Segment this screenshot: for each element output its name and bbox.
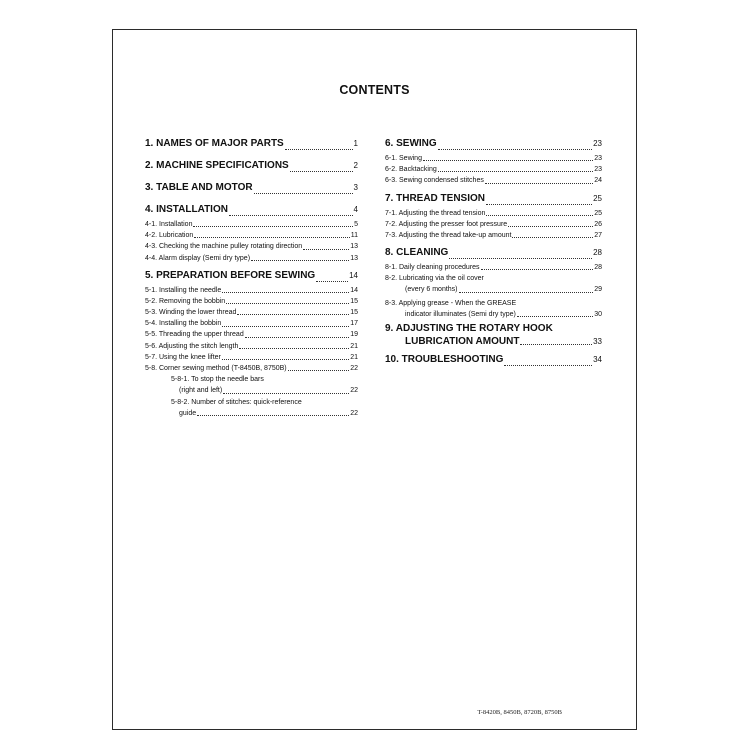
leader-dots — [517, 316, 593, 317]
toc-page: 11 — [350, 232, 358, 240]
leader-dots — [251, 260, 349, 261]
leader-dots — [438, 149, 592, 150]
toc-subsubsection-continued[interactable] — [145, 385, 358, 396]
toc-label: 5-7. Using the knee lifter — [145, 353, 221, 361]
toc-page: 27 — [594, 231, 602, 239]
toc-subsection[interactable] — [145, 352, 358, 363]
toc-label: (right and left) — [179, 387, 223, 395]
toc-label: 8-3. Applying grease - When the GREASE — [385, 299, 517, 307]
toc-label: 4. INSTALLATION — [145, 204, 228, 215]
toc-section-7[interactable] — [385, 190, 602, 208]
toc-subsection[interactable] — [145, 307, 358, 318]
toc-label: 6-3. Sewing condensed stitches — [385, 177, 484, 185]
toc-label: (every 6 months) — [405, 286, 458, 294]
toc-subsection[interactable] — [145, 363, 358, 374]
toc-section-8[interactable] — [385, 244, 602, 262]
leader-dots — [229, 215, 353, 216]
toc-page: 14 — [349, 270, 358, 280]
toc-label: 7-2. Adjusting the presser foot pressure — [385, 220, 508, 228]
leader-dots — [486, 215, 593, 216]
toc-left-column — [145, 135, 358, 419]
toc-page: 19 — [350, 331, 358, 339]
toc-label: 1. NAMES OF MAJOR PARTS — [145, 138, 284, 149]
toc-subsection[interactable] — [145, 318, 358, 329]
toc-page: 21 — [350, 353, 358, 361]
toc-page: 23 — [594, 154, 602, 162]
leader-dots — [254, 193, 353, 194]
toc-label: 4-1. Installation — [145, 220, 193, 228]
toc-label: 5. PREPARATION BEFORE SEWING — [145, 269, 316, 281]
toc-label: 4-4. Alarm display (Semi dry type) — [145, 254, 251, 262]
toc-page: 14 — [350, 286, 358, 294]
toc-label: 8-1. Daily cleaning procedures — [385, 264, 480, 272]
toc-page: 17 — [350, 320, 358, 328]
toc-page: 25 — [594, 209, 602, 217]
leader-dots — [222, 326, 349, 327]
toc-label: 3. TABLE AND MOTOR — [145, 182, 253, 193]
leader-dots — [481, 269, 594, 270]
toc-subsection[interactable] — [385, 230, 602, 241]
toc-page: 13 — [350, 254, 358, 262]
toc-section-5[interactable] — [145, 267, 358, 285]
toc-subsection[interactable] — [385, 164, 602, 175]
leader-dots — [316, 281, 348, 282]
toc-subsection[interactable] — [145, 330, 358, 341]
toc-subsection[interactable] — [385, 262, 602, 273]
leader-dots — [485, 183, 593, 184]
toc-subsection[interactable] — [145, 296, 358, 307]
toc-page: 33 — [593, 337, 602, 347]
leader-dots — [194, 237, 349, 238]
toc-label: 7-3. Adjusting the thread take-up amount — [385, 231, 512, 239]
toc-subsection[interactable] — [145, 241, 358, 252]
leader-dots — [285, 149, 353, 150]
leader-dots — [193, 226, 353, 227]
document-page — [112, 29, 637, 730]
toc-page: 24 — [594, 177, 602, 185]
contents-title: CONTENTS — [339, 83, 410, 97]
leader-dots — [508, 226, 593, 227]
leader-dots — [239, 348, 349, 349]
toc-page: 15 — [350, 309, 358, 317]
toc-subsection[interactable] — [145, 219, 358, 230]
toc-label: 8-2. Lubricating via the oil cover — [385, 275, 484, 283]
toc-section-4[interactable] — [145, 201, 358, 219]
toc-page: 13 — [350, 243, 358, 251]
toc-label: 6. SEWING — [385, 138, 437, 149]
toc-section-6[interactable] — [385, 135, 602, 153]
toc-label: 5-8-2. Number of stitches: quick-reference — [171, 398, 302, 406]
leader-dots — [222, 292, 349, 293]
toc-label: 9. ADJUSTING THE ROTARY HOOK — [385, 323, 553, 335]
toc-page: 30 — [594, 310, 602, 318]
toc-section-9[interactable] — [385, 322, 602, 335]
toc-label: 10. TROUBLESHOOTING — [385, 354, 504, 366]
leader-dots — [222, 359, 349, 360]
toc-subsection[interactable] — [145, 253, 358, 264]
leader-dots — [237, 314, 349, 315]
toc-label: 7. THREAD TENSION — [385, 192, 486, 204]
toc-label: 4-3. Checking the machine pulley rotating direction — [145, 243, 303, 251]
toc-label: 5-1. Installing the needle — [145, 286, 222, 294]
toc-subsection[interactable] — [385, 273, 602, 284]
toc-subsubsection-continued[interactable] — [145, 408, 358, 419]
toc-label: LUBRICATION AMOUNT — [405, 336, 520, 348]
leader-dots — [223, 393, 349, 394]
toc-page: 34 — [593, 355, 602, 365]
leader-dots — [486, 204, 592, 205]
toc-page: 3 — [353, 183, 358, 192]
toc-label: 5-6. Adjusting the stitch length — [145, 342, 239, 350]
leader-dots — [520, 344, 592, 345]
toc-page: 1 — [353, 139, 358, 148]
leader-dots — [512, 237, 593, 238]
toc-page: 4 — [353, 205, 358, 214]
leader-dots — [438, 171, 593, 172]
toc-subsubsection[interactable] — [145, 374, 358, 385]
leader-dots — [290, 171, 353, 172]
toc-label: 5-2. Removing the bobbin — [145, 297, 226, 305]
toc-label: 2. MACHINE SPECIFICATIONS — [145, 160, 289, 171]
leader-dots — [303, 249, 349, 250]
toc-right-column — [385, 135, 602, 369]
leader-dots — [459, 292, 594, 293]
toc-section-3[interactable] — [145, 179, 358, 197]
toc-page: 21 — [350, 342, 358, 350]
toc-page: 28 — [594, 264, 602, 272]
toc-subsection[interactable] — [385, 175, 602, 186]
leader-dots — [504, 365, 592, 366]
toc-subsection[interactable] — [385, 153, 602, 164]
toc-subsection-continued[interactable] — [385, 309, 602, 320]
toc-page: 25 — [593, 193, 602, 203]
toc-label: 7-1. Adjusting the thread tension — [385, 209, 486, 217]
leader-dots — [245, 337, 349, 338]
leader-dots — [288, 370, 350, 371]
toc-label: 6-2. Backtacking — [385, 166, 437, 174]
toc-label: 5-4. Installing the bobbin — [145, 320, 222, 328]
toc-label: 8. CLEANING — [385, 247, 449, 259]
toc-page: 29 — [594, 286, 602, 294]
toc-page: 28 — [593, 248, 602, 258]
toc-label: 4-2. Lubrication — [145, 232, 194, 240]
leader-dots — [449, 258, 592, 259]
toc-section-10[interactable] — [385, 351, 602, 369]
toc-label: 5-5. Threading the upper thread — [145, 331, 244, 339]
toc-page: 23 — [594, 166, 602, 174]
toc-label: 5-8-1. To stop the needle bars — [171, 376, 264, 384]
leader-dots — [226, 303, 349, 304]
toc-page: 15 — [350, 297, 358, 305]
model-footer: T-8420B, 8450B, 8720B, 8750B — [477, 709, 562, 716]
toc-page: 22 — [350, 409, 358, 417]
toc-label: 5-8. Corner sewing method (T-8450B, 8750B) — [145, 365, 287, 373]
toc-label: guide — [179, 409, 197, 417]
toc-label: indicator illuminates (Semi dry type) — [405, 310, 516, 318]
toc-page: 2 — [353, 161, 358, 170]
toc-section-9-continued[interactable] — [385, 335, 602, 348]
toc-subsection[interactable] — [385, 219, 602, 230]
toc-section-2[interactable] — [145, 157, 358, 175]
toc-section-1[interactable] — [145, 135, 358, 153]
toc-page: 22 — [350, 365, 358, 373]
toc-subsection[interactable] — [145, 285, 358, 296]
toc-subsubsection[interactable] — [145, 397, 358, 408]
toc-subsection[interactable] — [385, 208, 602, 219]
toc-page: 23 — [593, 139, 602, 148]
toc-subsection[interactable] — [145, 341, 358, 352]
toc-label: 6-1. Sewing — [385, 154, 422, 162]
toc-subsection[interactable] — [385, 298, 602, 309]
toc-subsection[interactable] — [145, 230, 358, 241]
leader-dots — [423, 160, 593, 161]
toc-page: 5 — [354, 220, 358, 228]
toc-page: 26 — [594, 220, 602, 228]
toc-page: 22 — [350, 387, 358, 395]
toc-subsection-continued[interactable] — [385, 285, 602, 296]
leader-dots — [197, 415, 349, 416]
toc-label: 5-3. Winding the lower thread — [145, 309, 237, 317]
